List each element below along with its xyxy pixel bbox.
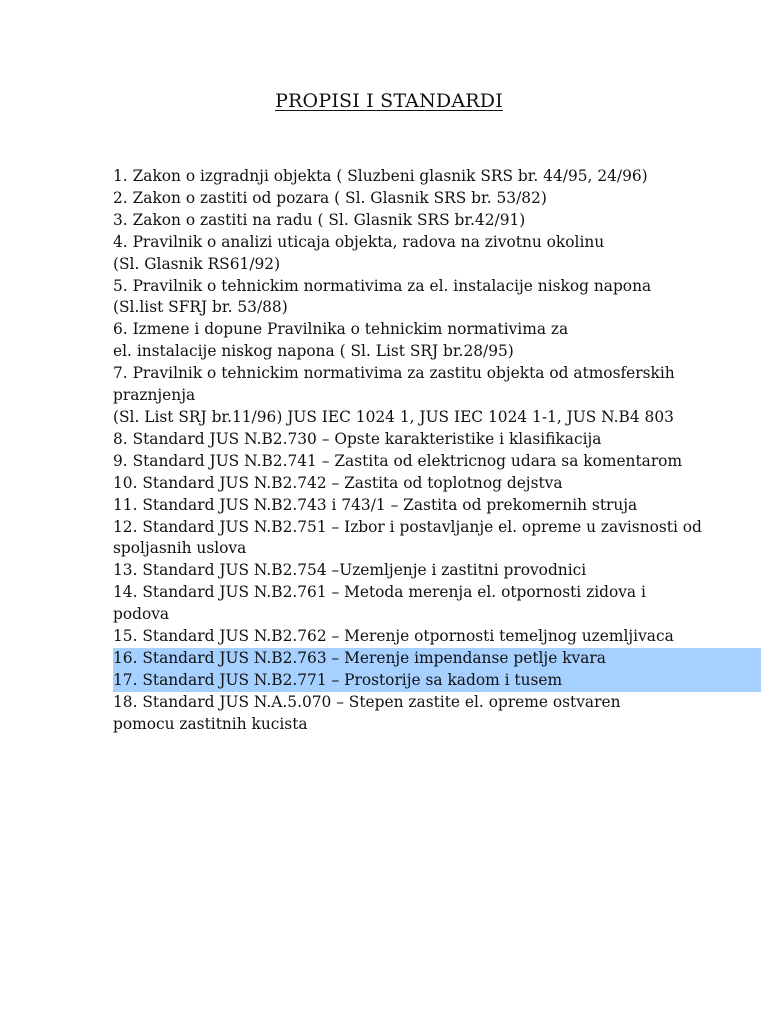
regulations-list xyxy=(113,166,753,736)
list-line: 7. Pravilnik o tehnickim normativima za zastitu objekta od atmosferskih xyxy=(113,364,675,383)
list-line: 14. Standard JUS N.B2.761 – Metoda merenja el. otpornosti zidova i xyxy=(113,583,646,602)
list-line: 2. Zakon o zastiti od pozara ( Sl. Glasnik SRS br. 53/82) xyxy=(113,188,547,207)
list-line: 13. Standard JUS N.B2.754 –Uzemljenje i zastitni provodnici xyxy=(113,561,587,580)
list-line: (Sl. Glasnik RS61/92) xyxy=(113,254,281,273)
list-line: 9. Standard JUS N.B2.741 – Zastita od elektricnog udara sa komentarom xyxy=(113,451,683,470)
list-line: 15. Standard JUS N.B2.762 – Merenje otpornosti temeljnog uzemljivaca xyxy=(113,627,674,646)
list-line: 8. Standard JUS N.B2.730 – Opste karakteristike i klasifikacija xyxy=(113,429,602,448)
list-line: 18. Standard JUS N.A.5.070 – Stepen zastite el. opreme ostvaren xyxy=(113,692,621,711)
list-line: praznjenja xyxy=(113,386,196,405)
highlighted-line[interactable]: 16. Standard JUS N.B2.763 – Merenje impendanse petlje kvara xyxy=(113,648,761,670)
list-line: 3. Zakon o zastiti na radu ( Sl. Glasnik SRS br.42/91) xyxy=(113,210,526,229)
list-line: 4. Pravilnik o analizi uticaja objekta, radova na zivotnu okolinu xyxy=(113,232,605,251)
list-line: 11. Standard JUS N.B2.743 i 743/1 – Zastita od prekomernih struja xyxy=(113,495,638,514)
list-line: (Sl. List SRJ br.11/96) JUS IEC 1024 1, JUS IEC 1024 1-1, JUS N.B4 803 xyxy=(113,407,674,426)
list-line: (Sl.list SFRJ br. 53/88) xyxy=(113,298,288,317)
list-line: 6. Izmene i dopune Pravilnika o tehnickim normativima za xyxy=(113,320,569,339)
list-line: 5. Pravilnik o tehnickim normativima za el. instalacije niskog napona xyxy=(113,276,652,295)
list-line: 12. Standard JUS N.B2.751 – Izbor i postavljanje el. opreme u zavisnosti od xyxy=(113,517,702,536)
list-line: pomocu zastitnih kucista xyxy=(113,714,308,733)
document-title: PROPISI I STANDARDI xyxy=(275,90,503,112)
list-line: el. instalacije niskog napona ( Sl. List SRJ br.28/95) xyxy=(113,342,514,361)
list-line: spoljasnih uslova xyxy=(113,539,247,558)
highlighted-line[interactable]: 17. Standard JUS N.B2.771 – Prostorije sa kadom i tusem xyxy=(113,670,761,692)
list-line: 10. Standard JUS N.B2.742 – Zastita od toplotnog dejstva xyxy=(113,473,563,492)
list-line: 1. Zakon o izgradnji objekta ( Sluzbeni glasnik SRS br. 44/95, 24/96) xyxy=(113,167,648,185)
list-line: podova xyxy=(113,605,170,624)
